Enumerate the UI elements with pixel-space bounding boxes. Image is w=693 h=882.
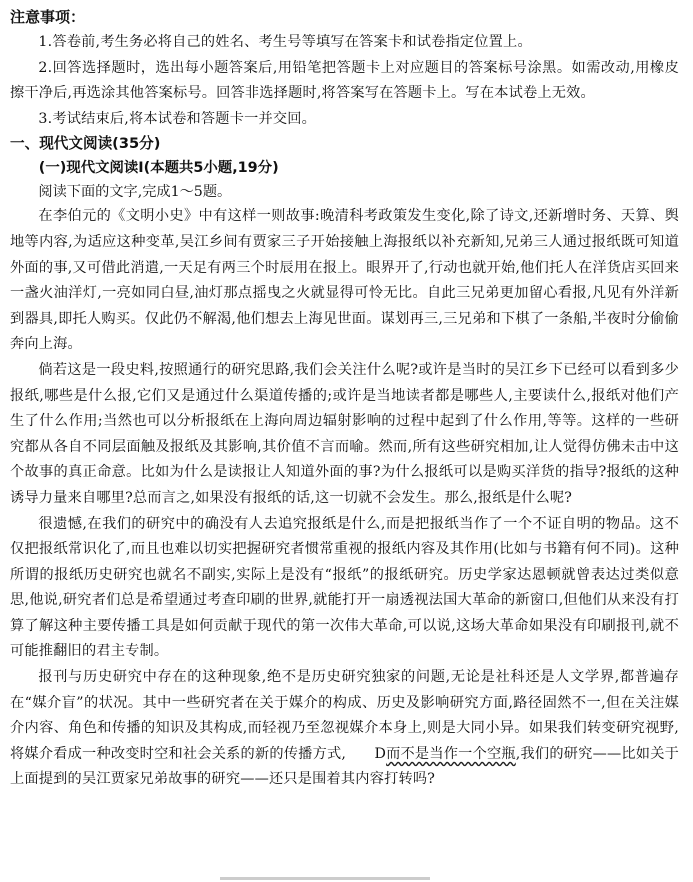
paragraph-4-text: 报刊与历史研究中存在的这种现象,绝不是历史研究独家的问题,无论是社科还是人文学界,都普遍存在“媒介盲”的状况。其中一些研究者在关于媒介的构成、历史及影响研究方面,路径固然不一,但在关注媒介内容、角色和传播的知识及其构成,而轻视乃至忽视媒介本身上,则是大同小异。如果我们转变研究视野,将媒介看成一种改变时空和社会关系的新的传播方式,	[10, 669, 679, 762]
article-paragraph-2: 倘若这是一段史料,按照通行的研究思路,我们会关注什么呢?或许是当时的吴江乡下已经可以看到多少报纸,哪些是什么报,它们又是通过什么渠道传播的;或许是当地读者都是哪些人,主要读什么,报纸对他们产生了什么作用;当然也可以分析报纸在上海向周边辐射影响的过程中起到了什么作用,等等。这样的一些研究都从各自不同层面触及报纸及其影响,其价值不言而喻。然而,所有这些研究相加,让人觉得仿佛未击中这个故事的真正命意。比如为什么是读报让人知道外面的事?为什么报纸可以是购买洋货的指导?报纸的这种诱导力量来自哪里?总而言之,如果没有报纸的话,这一切就不会发生。那么,报纸是什么呢?	[10, 361, 679, 506]
notice-item-2: 2.回答选择题时，选出每小题答案后,用铅笔把答题卡上对应题目的答案标号涂黑。如需改动,用橡皮擦干净后,再选涂其他答案标号。回答非选择题时,将答案写在答题卡上。写在本试卷上无效。	[10, 59, 679, 102]
notice-item-1: 1.答卷前,考生务必将自己的姓名、考生号等填写在答案卡和试卷指定位置上。	[38, 34, 532, 50]
subsection-heading: (一)现代文阅读Ⅰ(本题共5小题,19分)	[38, 160, 279, 177]
section-heading: 一、现代文阅读(35分)	[10, 135, 161, 153]
article-paragraph-4	[10, 665, 679, 793]
notice-item-3: 3.考试结束后,将本试卷和答题卡一并交回。	[38, 110, 317, 127]
footer-line	[220, 877, 430, 880]
notice-title: 注意事项：	[10, 8, 86, 26]
question-marker: D	[374, 745, 387, 762]
article-paragraph-1: 在李伯元的《文明小史》中有这样一则故事:晚清科考政策发生变化,除了诗文,还新增时务、天算、舆地等内容,为适应这种变革,吴江乡间有贾家三子开始接触上海报纸以补充新知,兄弟三人通过报纸既可知道外面的事,又可借此消遣,一天足有两三个时辰用在报上。眼界开了,行动也就开始,他们托人在洋货店买回来一盏火油洋灯,一亮如同白昼,油灯那点摇曳之火就显得可怜无比。自此三兄弟更加留心看报,凡见有外洋新到器具,即托人购买。仅此仍不解渴,他们想去上海见世面。谋划再三,三兄弟和下棋了一条船,半夜时分偷偷奔向上海。	[10, 208, 679, 353]
page-footer	[0, 872, 693, 882]
paragraph-4-tail: ,我们的研究——比如关于上面提到的吴江贾家兄弟故事的研究——还只是围着其内容打转吗?	[10, 745, 679, 788]
reading-instruction: 阅读下面的文字,完成1～5题。	[38, 184, 232, 201]
article-paragraph-3: 很遗憾,在我们的研究中的确没有人去追究报纸是什么,而是把报纸当作了一个不证自明的物品。这不仅把报纸常识化了,而且也难以切实把握研究者惯常重视的报纸内容及其作用(比如与书籍有何不同)。这种所谓的报纸历史研究也就名不副实,实际上是没有“报纸”的报纸研究。历史学家达恩顿就曾表达过类似意思,他说,研究者们总是希望通过考查印刷的世界,就能打开一扇透视法国大革命的新窗口,但他们从来没有打算了解这种主要传播工具是如何贡献于现代的第一次伟大革命,可以说,这场大革命如果没有印刷报刊,就不可能推翻旧的君主专制。	[10, 515, 679, 660]
underlined-phrase: 而不是当作一个空瓶	[386, 745, 516, 762]
